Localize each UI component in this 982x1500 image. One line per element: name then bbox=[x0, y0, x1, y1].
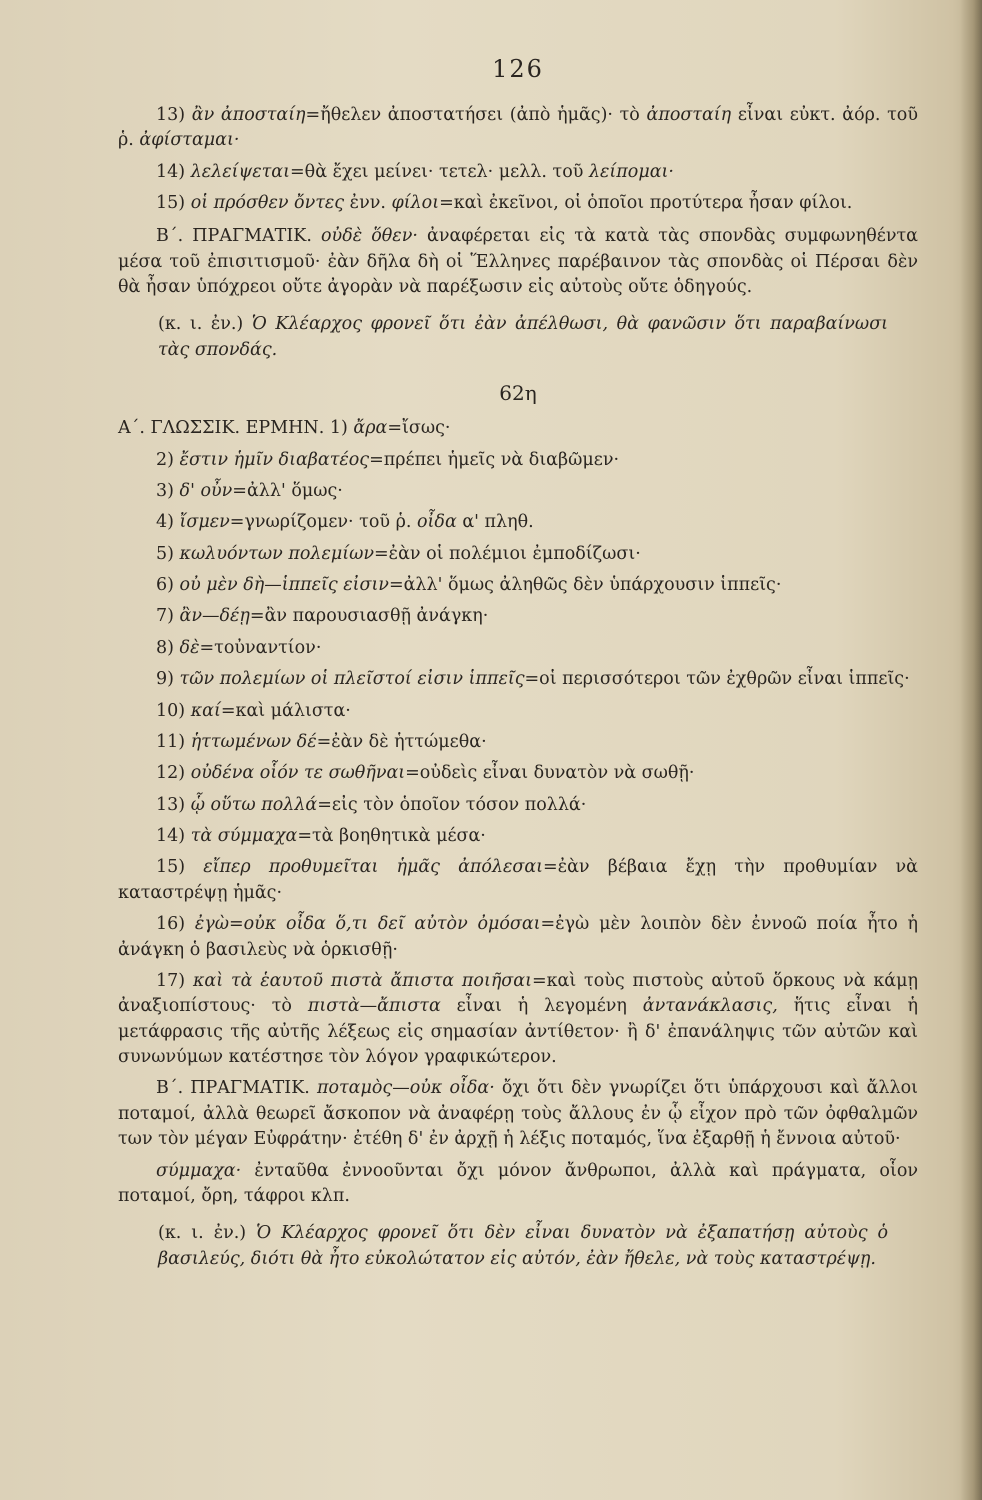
note-term: ἂν ἀποσταίη bbox=[191, 104, 306, 125]
translation-2 bbox=[118, 1221, 918, 1272]
gloss-item bbox=[118, 636, 918, 661]
note-text: =καὶ ἐκεῖνοι, οἱ ὁποῖοι προτύτερα ἦσαν φίλοι. bbox=[439, 192, 853, 213]
note-num: 14) bbox=[156, 161, 186, 182]
gloss-text: =ἐγὼ μὲν λοιπὸν δὲν ἐννοῶ ποία ἦτο ἡ ἀνάγκη ὁ βασιλεὺς νὰ ὁρκισθῇ· bbox=[118, 914, 918, 960]
gloss-term: καί bbox=[190, 700, 221, 721]
gloss-item bbox=[118, 448, 918, 473]
gloss-term: καὶ τὰ ἑαυτοῦ πιστὰ ἄπιστα ποιῆσαι bbox=[192, 970, 532, 991]
section-label: Β΄. ΠΡΑΓΜΑΤΙΚ. bbox=[156, 226, 312, 247]
gloss-num: 3) bbox=[156, 480, 174, 501]
gloss-text: =ἴσως· bbox=[387, 418, 451, 439]
gloss-text: =ἀλλ' ὅμως· bbox=[232, 480, 343, 501]
gloss-text: =εἰς τὸν ὁποῖον τόσον πολλά· bbox=[317, 794, 587, 815]
gloss-term: ἔστιν ἡμῖν διαβατέος bbox=[179, 449, 370, 470]
gloss-item bbox=[118, 510, 918, 535]
pragmatik-paragraph-1 bbox=[118, 224, 918, 300]
gloss-term: ᾧ οὕτω πολλά bbox=[190, 794, 318, 815]
pragmatik-text: ἀναφέρεται εἰς τὰ κατὰ τὰς σπονδὰς συμφωνηθέντα μέσα τοῦ ἐπισιτισμοῦ· ἐὰν δῆλα δὴ οἱ Ἕλληνες παρέβαινον τὰς σπονδὰς οἱ Πέρσαι δὲν θὰ ἦσαν ὑπόχρεοι οὔτε ἀγορὰν νὰ παρέξωσιν εἰς αὐτοὺς οὔτε ὁδηγούς. bbox=[118, 226, 918, 298]
gloss-num: 1) bbox=[329, 418, 348, 439]
gloss-item bbox=[118, 573, 918, 598]
section-label: Α΄. ΓΛΩΣΣΙΚ. ΕΡΜΗΝ. bbox=[118, 418, 325, 439]
gloss-term: ἀντανάκλασις, bbox=[642, 996, 778, 1017]
note-15 bbox=[118, 191, 918, 216]
note-term: λείπομαι· bbox=[588, 161, 674, 182]
gloss-text: εἶναι ἡ λεγομένη bbox=[440, 996, 643, 1017]
gloss-text: α' πληθ. bbox=[456, 512, 534, 533]
gloss-num: 16) bbox=[156, 914, 186, 935]
glossik-heading bbox=[118, 416, 918, 441]
gloss-item bbox=[118, 793, 918, 818]
page-number: 126 bbox=[492, 55, 544, 83]
gloss-term: οἶδα bbox=[417, 512, 457, 533]
gloss-term: ἐγὼ=οὐκ οἶδα ὅ,τι δεῖ αὐτὸν ὀμόσαι bbox=[194, 914, 541, 935]
gloss-num: 9) bbox=[156, 669, 174, 690]
note-14 bbox=[118, 160, 918, 185]
gloss-num: 11) bbox=[156, 731, 186, 752]
gloss-text: =γνωρίζομεν· τοῦ ῥ. bbox=[229, 512, 418, 533]
symmacha-paragraph bbox=[118, 1159, 918, 1210]
gloss-item bbox=[118, 667, 918, 692]
gloss-text: =οὐδεὶς εἶναι δυνατὸν νὰ σωθῇ· bbox=[405, 763, 695, 784]
gloss-term: οὐ μὲν δὴ—ἱππεῖς εἰσιν bbox=[179, 575, 389, 596]
translation-text: Ὁ Κλέαρχος φρονεῖ ὅτι δὲν εἶναι δυνατὸν νὰ ἐξαπατήσῃ αὐτοὺς ὁ βασιλεύς, διότι θὰ ἦτο εὐκολώτατον εἰς αὐτόν, ἐὰν ἤθελε, νὰ τοὺς καταστρέψῃ. bbox=[158, 1223, 889, 1269]
note-term: ἀποσταίη bbox=[646, 104, 732, 125]
gloss-num: 10) bbox=[156, 700, 186, 721]
note-text: ἐνν. bbox=[344, 192, 392, 213]
gloss-text: =τοὐναντίον· bbox=[199, 637, 322, 658]
note-term: λελείψεται bbox=[190, 161, 290, 182]
note-13 bbox=[118, 103, 918, 154]
gloss-term: τῶν πολεμίων οἱ πλεῖστοί εἰσιν ἱππεῖς bbox=[179, 669, 525, 690]
gloss-text: =καὶ τοὺς πιστοὺς αὐτοῦ ὅρκους νὰ κάμῃ ἀναξιοπίστους· τὸ bbox=[118, 970, 918, 1017]
gloss-term: ἄρα bbox=[353, 418, 388, 439]
gloss-term: πιστὰ—ἄπιστα bbox=[307, 996, 441, 1017]
gloss-num: 4) bbox=[156, 512, 174, 533]
gloss-num: 13) bbox=[156, 794, 186, 815]
gloss-text: =ἂν παρουσιασθῇ ἀνάγκη· bbox=[249, 606, 489, 627]
note-text: εἶναι εὐκτ. ἀόρ. τοῦ ῥ. bbox=[118, 104, 918, 151]
gloss-term: εἴπερ προθυμεῖται ἡμᾶς ἀπόλεσαι bbox=[203, 857, 544, 878]
gloss-term: οὐδένα οἷόν τε σωθῆναι bbox=[190, 763, 406, 784]
page-edge-shadow bbox=[960, 0, 982, 1500]
note-term: οἱ πρόσθεν ὄντες bbox=[190, 192, 345, 213]
gloss-term: ἴσμεν bbox=[179, 512, 230, 533]
section-number: 62η bbox=[499, 381, 537, 406]
translation-text: Ὁ Κλέαρχος φρονεῖ ὅτι ἐὰν ἀπέλθωσι, θὰ φανῶσιν ὅτι παραβαίνωσι τὰς σπονδάς. bbox=[158, 314, 889, 360]
gloss-item bbox=[118, 730, 918, 755]
gloss-term: δὲ bbox=[179, 637, 200, 658]
symmacha-term: σύμμαχα· bbox=[156, 1160, 242, 1181]
gloss-num: 6) bbox=[156, 575, 174, 596]
gloss-term: ἂν—δέῃ bbox=[179, 606, 250, 627]
gloss-num: 8) bbox=[156, 637, 174, 658]
gloss-text: =ἐὰν δὲ ἡττώμεθα· bbox=[316, 731, 487, 752]
gloss-num: 2) bbox=[156, 449, 174, 470]
gloss-num: 5) bbox=[156, 543, 174, 564]
gloss-item bbox=[118, 699, 918, 724]
gloss-term: ἡττωμένων δέ bbox=[190, 731, 317, 752]
translation-prefix: (κ. ι. ἐν.) bbox=[158, 1223, 247, 1244]
gloss-text: =ἐὰν βέβαια ἔχῃ τὴν προθυμίαν νὰ καταστρέψῃ ἡμᾶς· bbox=[118, 857, 918, 903]
gloss-text: =πρέπει ἡμεῖς νὰ διαβῶμεν· bbox=[369, 449, 620, 470]
symmacha-text: ἐνταῦθα ἐννοοῦνται ὄχι μόνον ἄνθρωποι, ἀλλὰ καὶ πράγματα, οἷον ποταμοί, ὄρη, τάφροι κλπ. bbox=[118, 1160, 918, 1206]
gloss-item bbox=[118, 542, 918, 567]
pragmatik-text: ὄχι ὅτι δὲν γνωρίζει ὅτι ὑπάρχουσι καὶ ἄλλοι ποταμοί, ἀλλὰ θεωρεῖ ἄσκοπον νὰ ἀναφέρῃ τοὺς ἄλλους ἐν ᾧ εἶχον πρὸ τῶν ὀφθαλμῶν των τὸν μέγαν Εὐφράτην· ἐτέθη δ' ἐν ἀρχῇ ἡ λέξις ποταμός, ἵνα ἐξαρθῇ ἡ ἔννοια αὐτοῦ· bbox=[118, 1078, 918, 1150]
gloss-term: δ' οὖν bbox=[179, 480, 233, 501]
gloss-text: =ἀλλ' ὅμως ἀληθῶς δὲν ὑπάρχουσιν ἱππεῖς· bbox=[388, 575, 782, 596]
gloss-num: 14) bbox=[156, 826, 186, 847]
gloss-item bbox=[118, 824, 918, 849]
gloss-term: κωλυόντων πολεμίων bbox=[179, 543, 375, 564]
pragmatik-term: ποταμὸς—οὐκ οἶδα· bbox=[316, 1078, 495, 1099]
note-term: ἀφίσταμαι· bbox=[139, 130, 240, 151]
pragmatik-term: οὐδὲ ὅθεν· bbox=[321, 226, 418, 247]
gloss-text: =οἱ περισσότεροι τῶν ἐχθρῶν εἶναι ἱππεῖς· bbox=[524, 669, 910, 690]
gloss-text: =ἐὰν οἱ πολέμιοι ἐμποδίζωσι· bbox=[374, 543, 641, 564]
note-text: =ἤθελεν ἀποστατήσει (ἀπὸ ἡμᾶς)· τὸ bbox=[305, 104, 647, 125]
note-num: 15) bbox=[156, 192, 186, 213]
gloss-item bbox=[118, 604, 918, 629]
gloss-item bbox=[118, 855, 918, 906]
gloss-text: ἥτις εἶναι ἡ μετάφρασις τῆς αὐτῆς λέξεως εἰς σημασίαν ἀντίθετον· ἢ δ' ἐπανάληψις τῶν αὐτῶν καὶ συνωνύμων κατέστησε τὸν λόγον γραφικώτερον. bbox=[118, 996, 918, 1068]
note-num: 13) bbox=[156, 104, 186, 125]
note-term: φίλοι bbox=[391, 192, 440, 213]
page-content bbox=[118, 52, 918, 1282]
note-text: =θὰ ἔχει μείνει· τετελ· μελλ. τοῦ bbox=[290, 161, 589, 182]
gloss-item bbox=[118, 969, 918, 1071]
gloss-num: 7) bbox=[156, 606, 174, 627]
gloss-num: 15) bbox=[156, 857, 186, 878]
translation-1 bbox=[118, 312, 918, 363]
gloss-num: 17) bbox=[156, 970, 186, 991]
gloss-text: =τὰ βοηθητικὰ μέσα· bbox=[297, 826, 486, 847]
gloss-term: τὰ σύμμαχα bbox=[190, 826, 298, 847]
gloss-num: 12) bbox=[156, 763, 186, 784]
gloss-item bbox=[118, 912, 918, 963]
translation-prefix: (κ. ι. ἐν.) bbox=[158, 314, 244, 335]
section-label: Β΄. ΠΡΑΓΜΑΤΙΚ. bbox=[156, 1078, 310, 1099]
gloss-item bbox=[118, 479, 918, 504]
gloss-text: =καὶ μάλιστα· bbox=[220, 700, 351, 721]
pragmatik-paragraph-2 bbox=[118, 1076, 918, 1152]
gloss-item bbox=[118, 761, 918, 786]
